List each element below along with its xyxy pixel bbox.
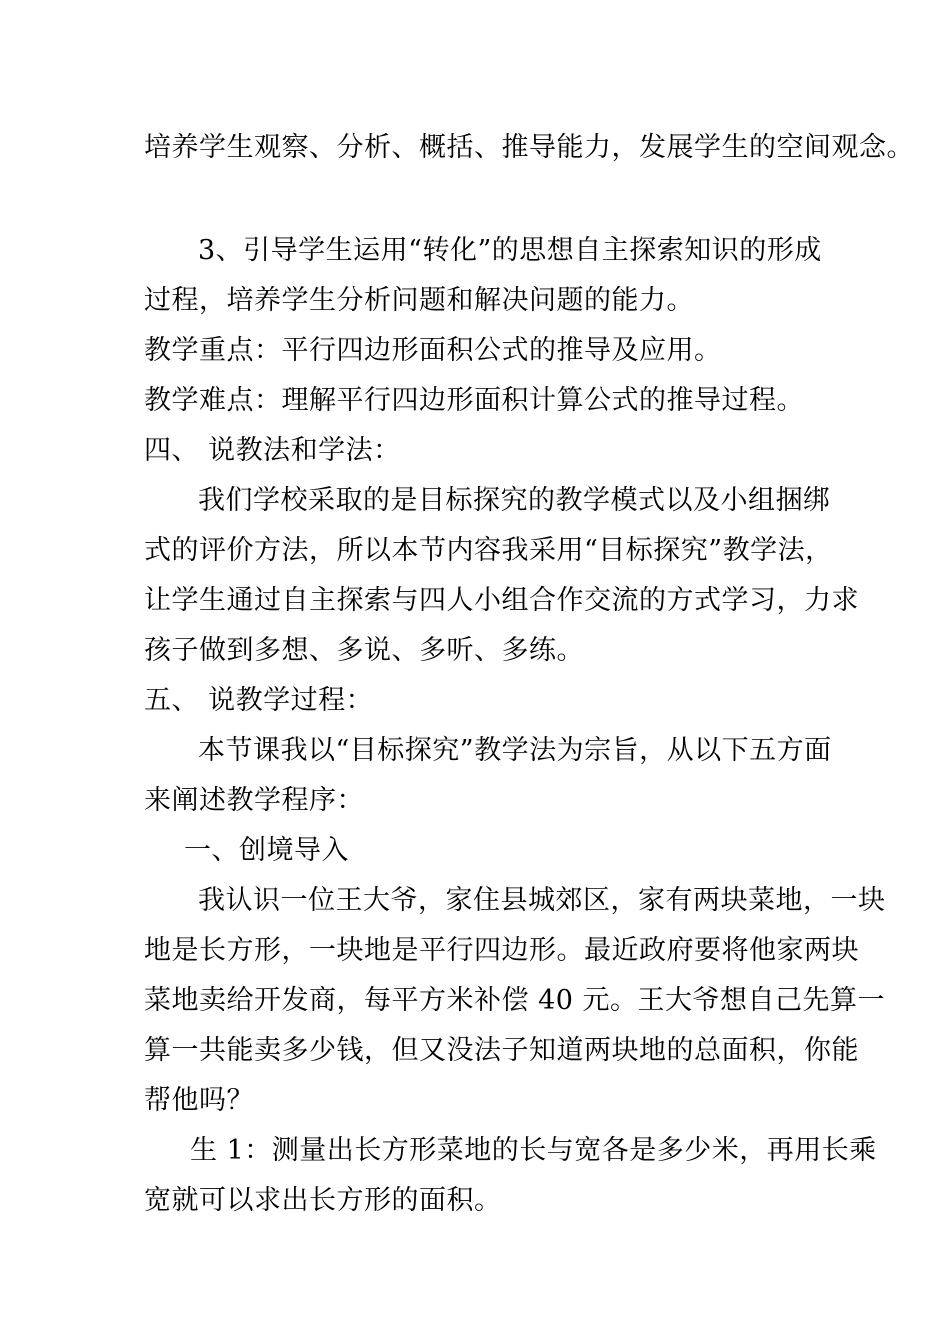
- section-heading: 四、 说教法和学法：: [144, 435, 401, 466]
- paragraph-line: 3、引导学生运用“转化”的思想自主探索知识的形成: [198, 235, 822, 266]
- paragraph-line: 来阐述教学程序：: [144, 785, 364, 816]
- paragraph-line: 本节课我以“目标探究”教学法为宗旨，从以下五方面: [198, 735, 832, 766]
- paragraph-line: 菜地卖给开发商，每平方米补偿 40 元。王大爷想自己先算一: [144, 985, 886, 1016]
- difficult-point-line: 教学难点：理解平行四边形面积计算公式的推导过程。: [144, 385, 804, 416]
- paragraph-line: 帮他吗？: [144, 1085, 254, 1116]
- paragraph-line: 过程，培养学生分析问题和解决问题的能力。: [144, 285, 694, 316]
- section-heading: 五、 说教学过程：: [144, 685, 374, 716]
- paragraph-line: 地是长方形，一块地是平行四边形。最近政府要将他家两块: [144, 935, 859, 966]
- paragraph-line: 我们学校采取的是目标探究的教学模式以及小组捆绑: [198, 485, 831, 516]
- paragraph-line: 生 1：测量出长方形菜地的长与宽各是多少米，再用长乘: [190, 1135, 877, 1166]
- paragraph-line: 培养学生观察、分析、概括、推导能力，发展学生的空间观念。: [144, 132, 914, 163]
- paragraph-line: 我认识一位王大爷，家住县城郊区，家有两块菜地，一块: [198, 885, 886, 916]
- subsection-heading: 一、创境导入: [184, 835, 349, 866]
- paragraph-line: 式的评价方法，所以本节内容我采用“目标探究”教学法，: [144, 535, 833, 566]
- paragraph-line: 算一共能卖多少钱，但又没法子知道两块地的总面积，你能: [144, 1035, 859, 1066]
- paragraph-line: 孩子做到多想、多说、多听、多练。: [144, 635, 584, 666]
- key-point-line: 教学重点：平行四边形面积公式的推导及应用。: [144, 335, 722, 366]
- paragraph-line: 让学生通过自主探索与四人小组合作交流的方式学习，力求: [144, 585, 859, 616]
- paragraph-line: 宽就可以求出长方形的面积。: [144, 1185, 502, 1216]
